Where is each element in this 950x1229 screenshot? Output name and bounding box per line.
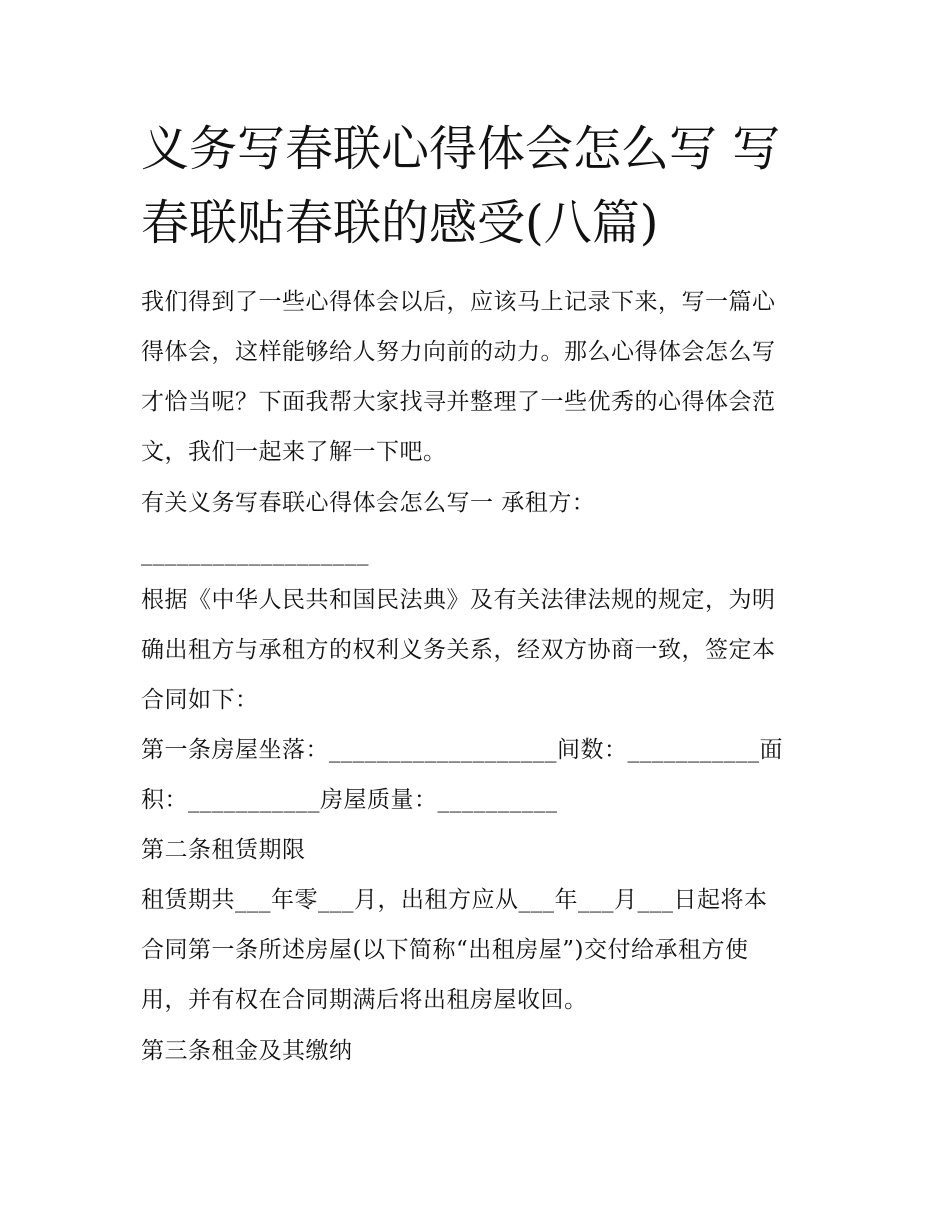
- basis-line-1: 根据《中华人民共和国民法典》及有关法律法规的规定，为明: [141, 587, 776, 613]
- article2-line-1: 租赁期共___年零___月，出租方应从___年___月___日起将本: [141, 887, 768, 913]
- blank-line-paragraph: [141, 528, 816, 578]
- title-line-1: 义务写春联心得体会怎么写 写: [141, 121, 781, 177]
- intro-line-1: 我们得到了一些心得体会以后，应该马上记录下来，写一篇心: [141, 289, 776, 315]
- article1-line-1: 第一条房屋坐落：___________________间数：___________面: [141, 737, 783, 763]
- intro-paragraph: [141, 277, 816, 477]
- article2-heading-text: 第二条租赁期限: [141, 837, 306, 863]
- basis-paragraph: [141, 575, 816, 725]
- article1-line-2: 积：___________房屋质量：__________: [141, 787, 558, 813]
- intro-line-4: 文，我们一起来了解一下吧。: [141, 439, 447, 465]
- article2-heading: [141, 825, 816, 875]
- intro-line-3: 才恰当呢？下面我帮大家找寻并整理了一些优秀的心得体会范: [141, 389, 776, 415]
- basis-line-2: 确出租方与承租方的权利义务关系，经双方协商一致，签定本: [141, 637, 776, 663]
- article3-heading: [141, 1026, 816, 1076]
- article1-paragraph: [141, 725, 816, 825]
- basis-line-3: 合同如下：: [141, 687, 259, 713]
- article2-paragraph: [141, 875, 816, 1025]
- section1-heading-text: 有关义务写春联心得体会怎么写一 承租方：: [141, 490, 596, 516]
- title-line-2: 春联贴春联的感受(八篇): [141, 195, 659, 251]
- section1-heading: [141, 478, 816, 528]
- signature-blank: ___________________: [141, 540, 369, 566]
- article2-line-3: 用，并有权在合同期满后将出租房屋收回。: [141, 987, 588, 1013]
- article2-line-2: 合同第一条所述房屋(以下简称“出租房屋”)交付给承租方使: [141, 937, 749, 963]
- article3-heading-text: 第三条租金及其缴纳: [141, 1038, 353, 1064]
- document-title: [141, 112, 816, 260]
- intro-line-2: 得体会，这样能够给人努力向前的动力。那么心得体会怎么写: [141, 339, 776, 365]
